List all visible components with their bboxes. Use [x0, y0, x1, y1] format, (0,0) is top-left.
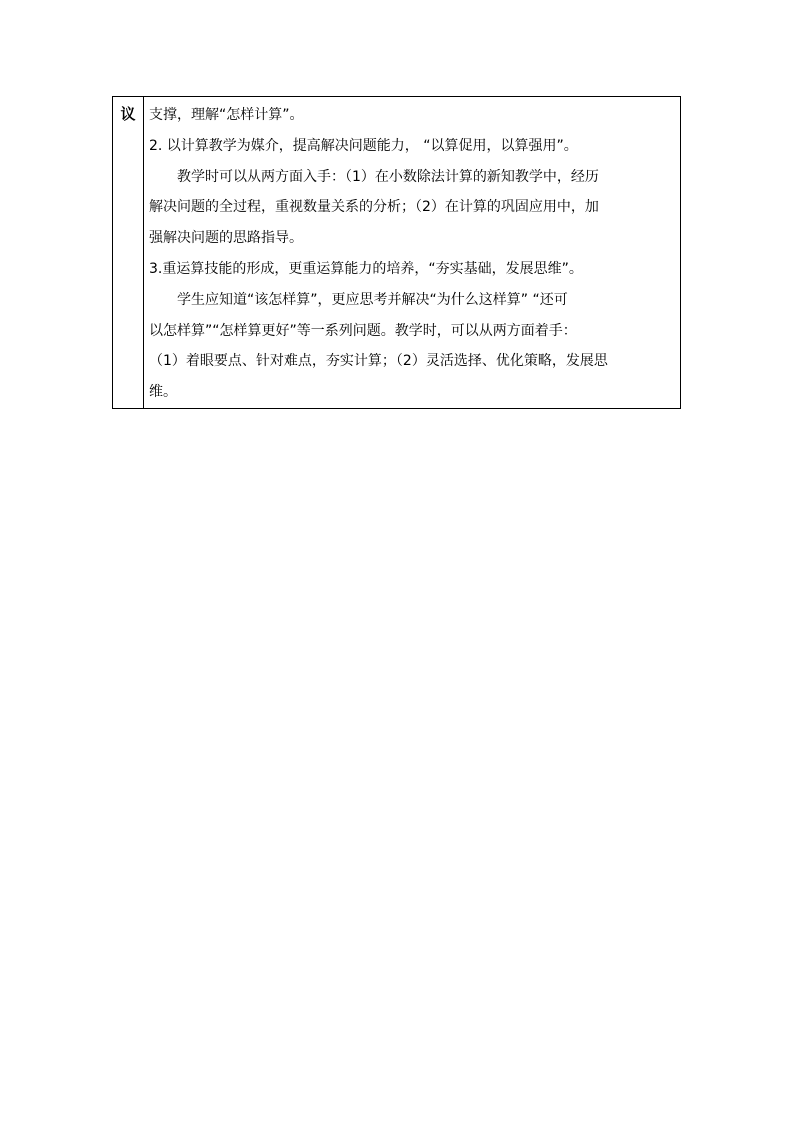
text-line: （1）着眼要点、针对难点，夯实计算；（2）灵活选择、优化策略，发展思: [149, 353, 608, 370]
text-line: 以怎样算”“怎样算更好”等一系列问题。教学时，可以从两方面着手：: [149, 322, 577, 339]
text-line: 2. 以计算教学为媒介，提高解决问题能力， “以算促用，以算强用”。: [149, 137, 578, 154]
text-line: 维。: [149, 384, 177, 401]
text-line: 学生应知道“该怎样算”，更应思考并解决“为什么这样算” “还可: [177, 291, 568, 308]
document-table: [112, 96, 681, 409]
row-label: 议: [113, 97, 144, 408]
table-content: [144, 97, 680, 408]
text-line: 教学时可以从两方面入手：（1）在小数除法计算的新知教学中，经历: [177, 168, 599, 185]
text-line: 支撑，理解“怎样计算”。: [149, 107, 304, 123]
text-line: 3.重运算技能的形成，更重运算能力的培养，“夯实基础，发展思维”。: [149, 260, 583, 277]
text-line: 解决问题的全过程，重视数量关系的分析；（2）在计算的巩固应用中，加: [149, 199, 599, 216]
text-line: 强解决问题的思路指导。: [149, 230, 303, 247]
